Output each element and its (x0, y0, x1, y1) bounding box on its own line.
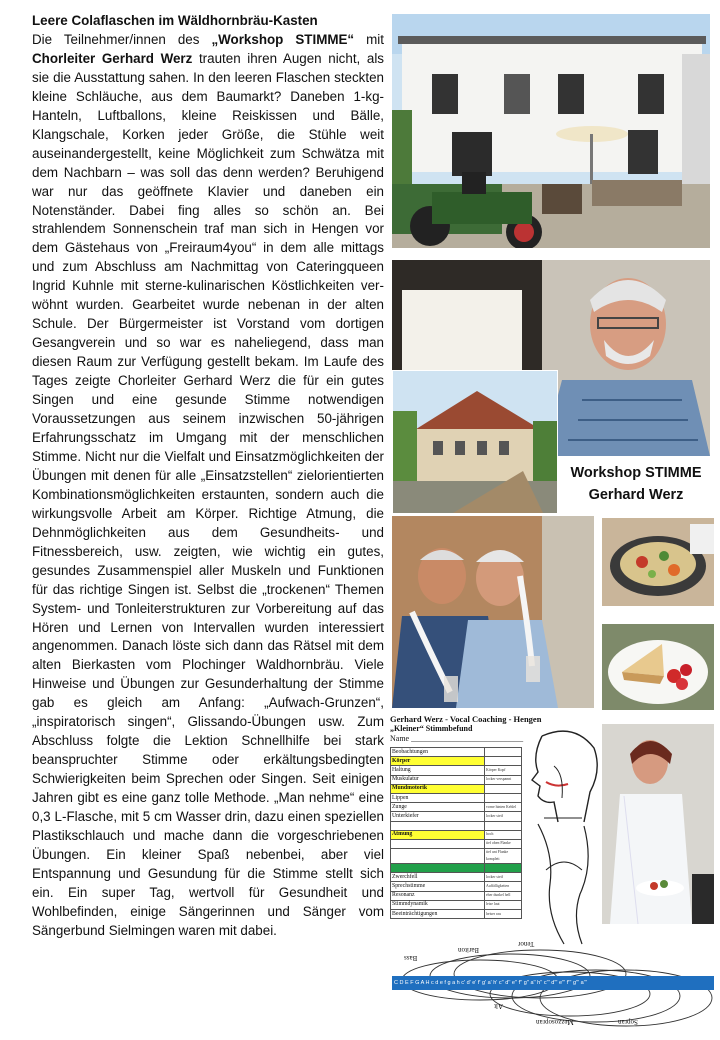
form-row-note: tief oben Flanke (485, 839, 522, 848)
form-row (391, 849, 522, 864)
form-header: Gerhard Werz - Vocal Coaching - Hengen (390, 714, 542, 724)
form-subtitle: „Kleiner“ Stimmbefund (390, 724, 473, 733)
label-bariton: Bariton (458, 946, 479, 954)
form-row-note (485, 757, 522, 766)
form-row-note (485, 748, 522, 757)
form-row-note (485, 784, 522, 793)
form-row (391, 910, 522, 919)
stimmbefund-form (390, 714, 602, 946)
form-row-label: Zwerchfell (391, 873, 485, 882)
photo-caption (556, 462, 716, 506)
form-row (391, 891, 522, 900)
form-row-note (485, 864, 522, 873)
form-row-label: Körper (391, 757, 485, 766)
form-row (391, 821, 522, 830)
form-row-note: eher dunkel hell (485, 891, 522, 900)
face-profile-sketch (524, 726, 602, 824)
woman-with-plate-photo (602, 724, 714, 924)
form-row-label: Zunge (391, 803, 485, 812)
form-row (391, 748, 522, 757)
form-row-label (391, 839, 485, 848)
label-tenor: Tenor (518, 940, 535, 948)
form-row-note: locker steif (485, 873, 522, 882)
form-row-note: heiser rau (485, 910, 522, 919)
form-row-note: leise laut (485, 900, 522, 909)
form-row-note: tief unt Flanke komplett (485, 849, 522, 864)
form-row-note (485, 821, 522, 830)
form-row-note: vorne hinten Kehlel (485, 803, 522, 812)
label-alt: Alt (494, 1002, 503, 1010)
form-row-note: Körper Kopf (485, 766, 522, 775)
form-row-label: Unterkiefer (391, 812, 485, 821)
form-row (391, 812, 522, 821)
form-row-label: Stimmdynamik (391, 900, 485, 909)
form-row (391, 803, 522, 812)
salad-plate-photo (602, 518, 714, 606)
form-row-label: Lippen (391, 793, 485, 802)
form-row-label: Beeinträchtigungen (391, 910, 485, 919)
label-bass: Bass (404, 954, 418, 962)
form-row (391, 830, 522, 839)
form-row (391, 766, 522, 775)
label-sopran: Sopran (618, 1018, 638, 1026)
form-row (391, 839, 522, 848)
form-row (391, 900, 522, 909)
form-row-note (485, 793, 522, 802)
form-row (391, 784, 522, 793)
form-row-label (391, 849, 485, 864)
form-name-field: Name ____________________________ (390, 734, 524, 743)
vocal-range-diagram (390, 940, 716, 1032)
old-school-building-photo (392, 370, 558, 514)
article-title: Leere Colaflaschen im Wäldhornbräu-Kasten (32, 13, 318, 28)
form-row-label (391, 821, 485, 830)
form-row-label: Resonanz (391, 891, 485, 900)
form-row-note: hoch (485, 830, 522, 839)
form-row-label: Sprechstimme (391, 882, 485, 891)
form-row-note: locker steif (485, 812, 522, 821)
form-row-label: Mundmotorik (391, 784, 485, 793)
caption-name: Gerhard Werz (588, 487, 684, 503)
form-row-label: Beobachtungen (391, 748, 485, 757)
form-row (391, 873, 522, 882)
form-row-label: Haltung (391, 766, 485, 775)
form-row-label: Muskulatur (391, 775, 485, 784)
form-row (391, 793, 522, 802)
article-body: Die Teilnehmer/innen des „Workshop STIMME“ mit Chorleiter Gerhard Werz trauten ihren Augen nicht, als sie die Ausstattung sahen. In den leeren Flaschen steckten kleine Schläuche, aus dem Baumarkt? Daneben 1-kg-Hanteln, Luftballons, kleine Reiskissen und Bälle, Klangschale, Korken jeder Größe, die Stühle weit auseinandergestellt, keine Möglichkeit zum Schwätza mit dem Nachbarn – was soll das denn werden? Beruhigend war nur das geöffnete Klavier und daneben ein Notenständer. Dabei fing alles so schön an. Bei strahlendem Sonnenschein traf man sich in Hengen vor dem Gästehaus von „Freiraum4you“ in dem alle mittags und zum Abschluss am Nachmittag von Cateringqueen Ingrid Kuhnle mit sterne-kulinarischen Köstlichkeiten verwöhnt wurden. Gearbeitet wurde nebenan in der alten Schule. Der Bürgermeister ist Vorstand vom dortigen Gesangverein und so war es naheliegend, dass man diesen Raum zur Verfügung gestellt bekam. Im Laufe des Tages zeigte Chorleiter Gerhard Werz die für ein gutes Singen und eine gesunde Stimme notwendigen Voraussetzungen aus seinem inzwischen 50-jährigen Erfahrungsschatz im Umgang mit der menschlichen Stimme. Nicht nur die Vielfalt und Einsatzmöglichkeiten der Übungen mit denen für alle „Einsatzstellen“ zielorientierten Kombinationsmöglichkeiten erstaunten, sondern auch die wirkungsvolle Arbeit am Körper. Richtige Atmung, die Dehnmöglichkeiten aus dem Gesundheits- und Fitnessbereich, usw. zeigten, wie wichtig ein gutes, gesundes Zusammenspiel aller Muskeln und Funktionen für das richtige Singen ist. Selbst die „trockenen“ Themen System- und Tonleiterstrukturen zur Vorbereitung auf das Hören und Lernen von Intervallen wurden interessiert angenommen. Danach löste sich dann das Rätsel mit dem alten Bierkasten vom Plochinger Waldhornbräu. Viele Hinweise und Übungen zur Gesunderhaltung der Stimme gab es gleich am Anfang: „Aufwach-Grunzen“, „inspiratorisch singen“, Glissando-Übungen usw. Zum Abschluss folgte die Lektion Schnellhilfe bei stark beanspruchter Stimme oder erkältungsbedingten Schwierigkeiten beim Sprechen oder Singen. Seit einigen Jahren gibt es eine ganz tolle Methode. „Man nehme“ eine 0,3 L-Flasche, mit 5 cm Wasser drin, dazu einen speziellen Plastikschlauch und mache dann die vorgeschriebenen Übungen. Ein kleiner Spaß nebenbei, aber viel Entspannung und Gesundung für die Stimme stellt sich ein. Ein super Tag, wertvoll für Gesundheit und Wohlbefinden, einige Sängerinnen und Sänger vom Sängerbund Sielmingen waren mit dabei. (32, 31, 384, 938)
form-row (391, 882, 522, 891)
label-mezzosopran: Mezzosopran (536, 1018, 574, 1026)
form-row-label: Atmung (391, 830, 485, 839)
form-table (390, 747, 522, 919)
bottle-tube-exercise-photo (392, 516, 594, 708)
form-row (391, 775, 522, 784)
form-row (391, 864, 522, 873)
form-row (391, 757, 522, 766)
form-row-label (391, 864, 485, 873)
torso-sketch (524, 814, 602, 946)
article (32, 12, 384, 941)
form-row-note: Auffälligkeiten (485, 882, 522, 891)
cake-dessert-photo (602, 624, 714, 710)
form-row-note: locker verspannt (485, 775, 522, 784)
caption-workshop-title: Workshop STIMME (570, 465, 702, 481)
form-name-label: Name (390, 734, 410, 743)
note-scale-bar: C D E F G A H c d e f g a h c' d' e' f' g' a' h' c'' d'' e'' f'' g'' a'' h'' c''' d''' e''' f''' g''' a''' (394, 980, 587, 986)
guesthouse-photo (392, 14, 710, 248)
